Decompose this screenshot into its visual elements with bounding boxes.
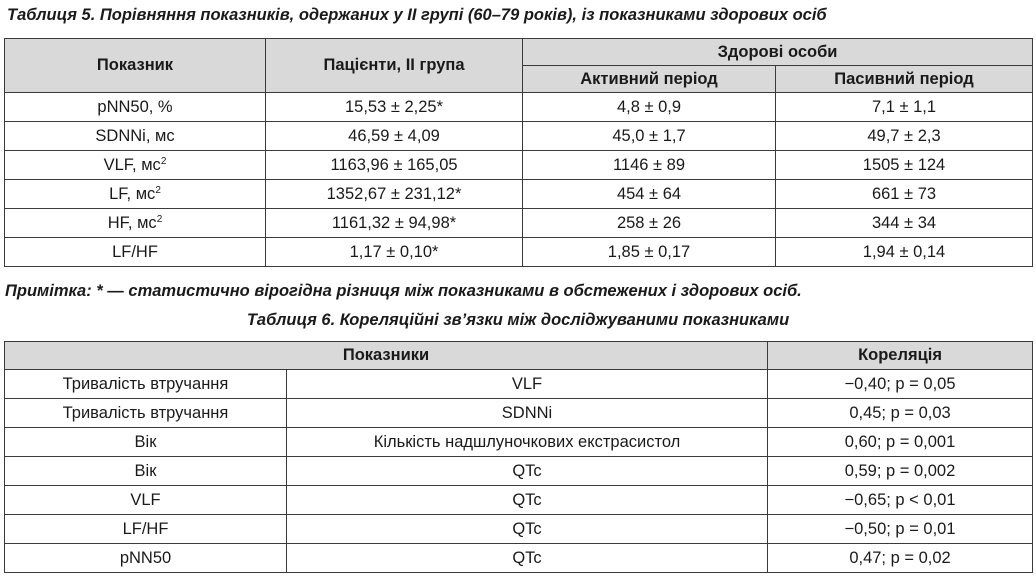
indicator-name: VLF, мс [103, 155, 161, 174]
active-cell: 1146 ± 89 [523, 151, 776, 180]
header-healthy: Здорові особи [523, 39, 1033, 66]
patients-cell: 1,17 ± 0,10* [266, 238, 523, 267]
indicator-a-cell: LF/HF [5, 515, 287, 544]
header-active: Активний період [523, 66, 776, 93]
indicator-a-cell: pNN50 [5, 544, 287, 573]
indicator-b-cell: VLF [287, 370, 768, 399]
indicator-a-cell: Вік [5, 428, 287, 457]
indicator-cell [5, 151, 266, 180]
passive-cell: 1505 ± 124 [776, 151, 1033, 180]
passive-cell: 661 ± 73 [776, 180, 1033, 209]
patients-cell: 1163,96 ± 165,05 [266, 151, 523, 180]
correlation-cell: 0,47; p = 0,02 [768, 544, 1033, 573]
header-indicators: Показники [5, 342, 768, 370]
table-row [5, 370, 1033, 399]
table-row [5, 457, 1033, 486]
table6 [4, 341, 1033, 573]
indicator-a-cell: Тривалість втручання [5, 370, 287, 399]
indicator-a-cell: Вік [5, 457, 287, 486]
header-correlation: Кореляція [768, 342, 1033, 370]
passive-cell: 49,7 ± 2,3 [776, 122, 1033, 151]
active-cell: 4,8 ± 0,9 [523, 93, 776, 122]
active-cell: 258 ± 26 [523, 209, 776, 238]
header-passive: Пасивний період [776, 66, 1033, 93]
passive-cell: 7,1 ± 1,1 [776, 93, 1033, 122]
header-indicator: Показник [5, 39, 266, 93]
table-row [5, 93, 1033, 122]
indicator-a-cell: Тривалість втручання [5, 399, 287, 428]
indicator-b-cell: SDNNi [287, 399, 768, 428]
table-row [5, 238, 1033, 267]
table6-title: Таблиця 6. Кореляційні зв’язки між досліджуваними показниками [246, 311, 790, 329]
indicator-name: pNN50, % [97, 97, 173, 116]
indicator-b-cell: Кількість надшлуночкових екстрасистол [287, 428, 768, 457]
unit-superscript: 2 [160, 155, 167, 167]
table-row [5, 486, 1033, 515]
indicator-b-cell: QTc [287, 515, 768, 544]
table5-note: Примітка: * — статистично вірогідна різниця між показниками в обстежених і здорових осіб. [5, 282, 802, 300]
active-cell: 454 ± 64 [523, 180, 776, 209]
indicator-name: LF, мс [109, 184, 156, 203]
indicator-cell [5, 209, 266, 238]
table-row [5, 544, 1033, 573]
patients-cell: 46,59 ± 4,09 [266, 122, 523, 151]
active-cell: 1,85 ± 0,17 [523, 238, 776, 267]
correlation-cell: 0,60; p = 0,001 [768, 428, 1033, 457]
table5-title: Таблиця 5. Порівняння показників, одержаних у ІІ групі (60–79 років), із показниками здорових осіб [7, 6, 827, 24]
indicator-cell [5, 122, 266, 151]
table-row [5, 180, 1033, 209]
correlation-cell: −0,50; p = 0,01 [768, 515, 1033, 544]
active-cell: 45,0 ± 1,7 [523, 122, 776, 151]
table-row [5, 428, 1033, 457]
passive-cell: 1,94 ± 0,14 [776, 238, 1033, 267]
indicator-b-cell: QTc [287, 457, 768, 486]
table-row [5, 399, 1033, 428]
correlation-cell: 0,59; p = 0,002 [768, 457, 1033, 486]
correlation-cell: −0,65; p < 0,01 [768, 486, 1033, 515]
indicator-cell [5, 180, 266, 209]
indicator-a-cell: VLF [5, 486, 287, 515]
correlation-cell: 0,45; p = 0,03 [768, 399, 1033, 428]
indicator-cell [5, 93, 266, 122]
patients-cell: 1161,32 ± 94,98* [266, 209, 523, 238]
indicator-b-cell: QTc [287, 486, 768, 515]
correlation-cell: −0,40; p = 0,05 [768, 370, 1033, 399]
indicator-cell [5, 238, 266, 267]
indicator-name: HF, мс [107, 213, 157, 232]
table5 [4, 38, 1033, 267]
indicator-name: SDNNi, мс [95, 126, 175, 145]
header-patients: Пацієнти, ІІ група [266, 39, 523, 93]
unit-superscript: 2 [156, 213, 163, 225]
indicator-name: LF/HF [112, 242, 158, 261]
indicator-b-cell: QTc [287, 544, 768, 573]
passive-cell: 344 ± 34 [776, 209, 1033, 238]
table-row [5, 122, 1033, 151]
table-row [5, 151, 1033, 180]
patients-cell: 1352,67 ± 231,12* [266, 180, 523, 209]
unit-superscript: 2 [155, 184, 161, 196]
table-row [5, 515, 1033, 544]
table-row [5, 209, 1033, 238]
patients-cell: 15,53 ± 2,25* [266, 93, 523, 122]
